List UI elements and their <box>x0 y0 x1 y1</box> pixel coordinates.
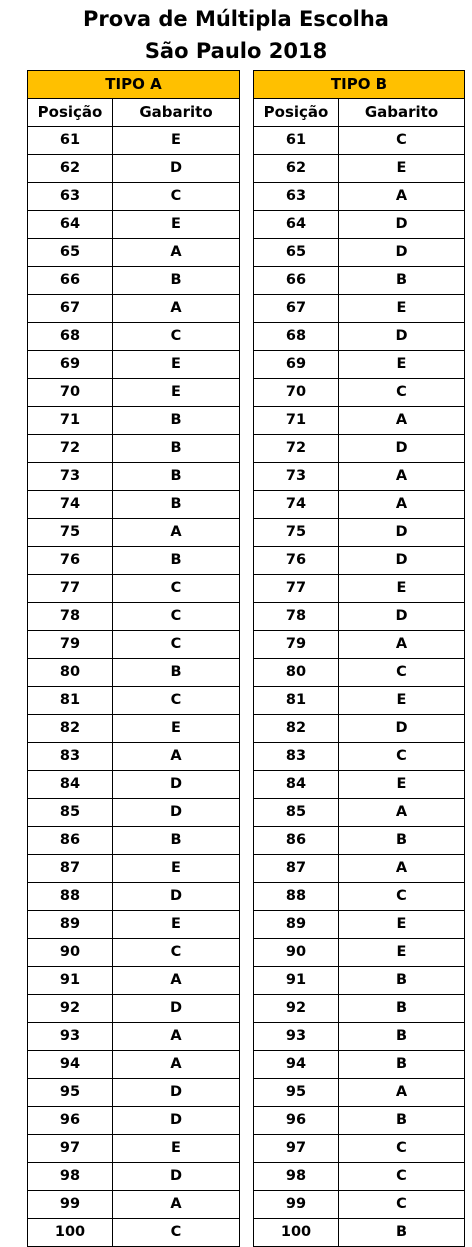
table-b-type-header: TIPO B <box>254 71 465 99</box>
table-row <box>254 1163 465 1191</box>
position-cell: 91 <box>254 967 339 995</box>
table-row <box>254 267 465 295</box>
position-cell: 79 <box>254 631 339 659</box>
position-cell: 93 <box>28 1023 113 1051</box>
position-cell: 82 <box>28 715 113 743</box>
answer-cell: B <box>339 1219 465 1247</box>
answer-cell: D <box>339 239 465 267</box>
table-row <box>28 911 240 939</box>
answer-cell: D <box>113 771 240 799</box>
table-row <box>28 995 240 1023</box>
answer-cell: E <box>113 379 240 407</box>
table-row <box>254 631 465 659</box>
answer-cell: E <box>339 687 465 715</box>
answer-cell: C <box>113 939 240 967</box>
answer-cell: C <box>113 687 240 715</box>
position-cell: 78 <box>28 603 113 631</box>
table-row <box>28 239 240 267</box>
answer-cell: A <box>339 463 465 491</box>
position-cell: 89 <box>28 911 113 939</box>
table-row <box>28 715 240 743</box>
answer-cell: A <box>113 519 240 547</box>
position-cell: 64 <box>28 211 113 239</box>
position-cell: 90 <box>254 939 339 967</box>
answer-cell: C <box>339 1135 465 1163</box>
position-cell: 65 <box>254 239 339 267</box>
answer-cell: E <box>113 715 240 743</box>
answer-cell: E <box>339 351 465 379</box>
table-row <box>254 827 465 855</box>
answer-cell: B <box>339 267 465 295</box>
table-row <box>28 379 240 407</box>
table-row <box>28 939 240 967</box>
answer-cell: D <box>339 715 465 743</box>
position-cell: 100 <box>28 1219 113 1247</box>
table-row <box>254 799 465 827</box>
answer-cell: B <box>113 547 240 575</box>
position-cell: 69 <box>28 351 113 379</box>
table-row <box>254 183 465 211</box>
answer-cell: D <box>339 603 465 631</box>
table-b-position-header: Posição <box>254 99 339 127</box>
answer-cell: B <box>113 463 240 491</box>
table-row <box>254 351 465 379</box>
position-cell: 97 <box>254 1135 339 1163</box>
answer-cell: D <box>113 799 240 827</box>
table-row <box>254 603 465 631</box>
table-row <box>254 211 465 239</box>
answer-cell: E <box>113 351 240 379</box>
position-cell: 71 <box>28 407 113 435</box>
table-row <box>28 1079 240 1107</box>
answer-cell: C <box>339 127 465 155</box>
answer-cell: E <box>339 155 465 183</box>
table-row <box>28 491 240 519</box>
position-cell: 67 <box>28 295 113 323</box>
answer-cell: B <box>113 267 240 295</box>
table-row <box>254 1135 465 1163</box>
table-a-body <box>28 127 240 1247</box>
position-cell: 74 <box>254 491 339 519</box>
position-cell: 89 <box>254 911 339 939</box>
position-cell: 87 <box>28 855 113 883</box>
answer-cell: A <box>113 1191 240 1219</box>
table-row <box>254 491 465 519</box>
table-row <box>28 267 240 295</box>
answer-cell: E <box>113 1135 240 1163</box>
answer-cell: A <box>339 631 465 659</box>
position-cell: 83 <box>28 743 113 771</box>
answer-cell: B <box>339 1107 465 1135</box>
table-row <box>254 995 465 1023</box>
answer-cell: B <box>339 1051 465 1079</box>
position-cell: 87 <box>254 855 339 883</box>
position-cell: 88 <box>254 883 339 911</box>
answer-cell: A <box>339 491 465 519</box>
table-row <box>254 407 465 435</box>
answer-cell: B <box>113 435 240 463</box>
answer-cell: E <box>339 771 465 799</box>
answer-cell: B <box>339 967 465 995</box>
position-cell: 92 <box>254 995 339 1023</box>
answer-cell: D <box>339 211 465 239</box>
table-row <box>28 967 240 995</box>
position-cell: 67 <box>254 295 339 323</box>
answer-cell: A <box>339 1079 465 1107</box>
position-cell: 74 <box>28 491 113 519</box>
table-row <box>28 323 240 351</box>
table-a-position-header: Posição <box>28 99 113 127</box>
table-row <box>254 967 465 995</box>
position-cell: 71 <box>254 407 339 435</box>
position-cell: 88 <box>28 883 113 911</box>
table-a-type-header: TIPO A <box>28 71 240 99</box>
table-row <box>254 127 465 155</box>
table-row <box>254 547 465 575</box>
answer-cell: A <box>113 743 240 771</box>
position-cell: 84 <box>28 771 113 799</box>
answer-key-table-b <box>253 70 465 1247</box>
table-row <box>254 379 465 407</box>
table-row <box>28 547 240 575</box>
table-row <box>28 155 240 183</box>
table-row <box>28 351 240 379</box>
answer-cell: B <box>113 491 240 519</box>
table-row <box>254 463 465 491</box>
answer-cell: C <box>339 1163 465 1191</box>
table-row <box>28 631 240 659</box>
position-cell: 61 <box>254 127 339 155</box>
position-cell: 66 <box>28 267 113 295</box>
table-row <box>28 575 240 603</box>
position-cell: 85 <box>28 799 113 827</box>
table-row <box>254 883 465 911</box>
answer-cell: E <box>113 855 240 883</box>
answer-key-table-a <box>27 70 240 1247</box>
answer-cell: E <box>113 211 240 239</box>
table-row <box>28 799 240 827</box>
answer-cell: A <box>339 183 465 211</box>
position-cell: 80 <box>254 659 339 687</box>
position-cell: 81 <box>28 687 113 715</box>
table-row <box>28 407 240 435</box>
table-row <box>28 1023 240 1051</box>
position-cell: 77 <box>254 575 339 603</box>
position-cell: 95 <box>28 1079 113 1107</box>
position-cell: 73 <box>28 463 113 491</box>
table-row <box>28 687 240 715</box>
position-cell: 69 <box>254 351 339 379</box>
answer-cell: D <box>113 995 240 1023</box>
position-cell: 91 <box>28 967 113 995</box>
table-row <box>28 1051 240 1079</box>
table-row <box>28 771 240 799</box>
table-row <box>28 827 240 855</box>
position-cell: 61 <box>28 127 113 155</box>
answer-cell: E <box>339 295 465 323</box>
table-row <box>28 211 240 239</box>
table-row <box>254 323 465 351</box>
table-row <box>254 659 465 687</box>
answer-cell: A <box>339 799 465 827</box>
table-row <box>28 1107 240 1135</box>
table-row <box>254 687 465 715</box>
position-cell: 76 <box>28 547 113 575</box>
table-row <box>254 519 465 547</box>
page-title: Prova de Múltipla Escolha <box>83 7 389 31</box>
position-cell: 90 <box>28 939 113 967</box>
table-row <box>254 435 465 463</box>
position-cell: 62 <box>254 155 339 183</box>
answer-cell: E <box>339 575 465 603</box>
answer-cell: D <box>113 1079 240 1107</box>
position-cell: 70 <box>254 379 339 407</box>
position-cell: 75 <box>28 519 113 547</box>
position-cell: 86 <box>254 827 339 855</box>
table-row <box>28 1191 240 1219</box>
position-cell: 78 <box>254 603 339 631</box>
table-row <box>28 743 240 771</box>
table-row <box>254 911 465 939</box>
position-cell: 96 <box>28 1107 113 1135</box>
answer-cell: A <box>113 1051 240 1079</box>
table-row <box>254 1191 465 1219</box>
answer-cell: B <box>339 827 465 855</box>
answer-cell: D <box>113 883 240 911</box>
table-row <box>28 183 240 211</box>
position-cell: 85 <box>254 799 339 827</box>
answer-cell: B <box>113 659 240 687</box>
table-row <box>28 127 240 155</box>
answer-cell: D <box>339 435 465 463</box>
answer-cell: D <box>113 1163 240 1191</box>
table-row <box>254 1051 465 1079</box>
table-row <box>254 715 465 743</box>
position-cell: 73 <box>254 463 339 491</box>
answer-cell: C <box>113 183 240 211</box>
position-cell: 82 <box>254 715 339 743</box>
position-cell: 62 <box>28 155 113 183</box>
position-cell: 94 <box>254 1051 339 1079</box>
position-cell: 81 <box>254 687 339 715</box>
answer-cell: C <box>339 743 465 771</box>
position-cell: 92 <box>28 995 113 1023</box>
answer-cell: E <box>113 911 240 939</box>
table-row <box>254 1023 465 1051</box>
answer-cell: B <box>339 1023 465 1051</box>
position-cell: 100 <box>254 1219 339 1247</box>
table-row <box>28 1163 240 1191</box>
answer-cell: B <box>339 995 465 1023</box>
position-cell: 66 <box>254 267 339 295</box>
table-row <box>254 855 465 883</box>
position-cell: 99 <box>254 1191 339 1219</box>
table-row <box>254 155 465 183</box>
answer-cell: C <box>113 323 240 351</box>
answer-cell: D <box>339 547 465 575</box>
table-row <box>28 435 240 463</box>
position-cell: 68 <box>28 323 113 351</box>
position-cell: 93 <box>254 1023 339 1051</box>
position-cell: 75 <box>254 519 339 547</box>
position-cell: 99 <box>28 1191 113 1219</box>
table-row <box>254 295 465 323</box>
answer-cell: C <box>113 603 240 631</box>
answer-cell: D <box>113 1107 240 1135</box>
table-row <box>28 295 240 323</box>
table-row <box>28 603 240 631</box>
position-cell: 64 <box>254 211 339 239</box>
table-row <box>28 1135 240 1163</box>
table-row <box>254 743 465 771</box>
answer-cell: E <box>113 127 240 155</box>
position-cell: 98 <box>28 1163 113 1191</box>
position-cell: 83 <box>254 743 339 771</box>
answer-cell: D <box>113 155 240 183</box>
answer-cell: C <box>339 379 465 407</box>
position-cell: 63 <box>254 183 339 211</box>
answer-cell: A <box>113 1023 240 1051</box>
answer-cell: A <box>339 855 465 883</box>
position-cell: 65 <box>28 239 113 267</box>
position-cell: 96 <box>254 1107 339 1135</box>
position-cell: 63 <box>28 183 113 211</box>
answer-cell: C <box>113 631 240 659</box>
table-a-answer-header: Gabarito <box>113 99 240 127</box>
position-cell: 79 <box>28 631 113 659</box>
answer-cell: C <box>113 575 240 603</box>
table-row <box>28 883 240 911</box>
answer-cell: C <box>339 883 465 911</box>
position-cell: 76 <box>254 547 339 575</box>
page-subtitle: São Paulo 2018 <box>144 39 328 63</box>
table-row <box>254 771 465 799</box>
position-cell: 86 <box>28 827 113 855</box>
table-row <box>28 659 240 687</box>
table-row <box>254 1079 465 1107</box>
position-cell: 77 <box>28 575 113 603</box>
answer-cell: A <box>113 239 240 267</box>
table-row <box>28 1219 240 1247</box>
answer-cell: C <box>113 1219 240 1247</box>
table-row <box>254 1107 465 1135</box>
answer-cell: C <box>339 659 465 687</box>
position-cell: 70 <box>28 379 113 407</box>
table-row <box>28 855 240 883</box>
table-row <box>28 519 240 547</box>
answer-cell: A <box>339 407 465 435</box>
table-row <box>28 463 240 491</box>
answer-cell: B <box>113 407 240 435</box>
answer-cell: D <box>339 519 465 547</box>
position-cell: 97 <box>28 1135 113 1163</box>
answer-cell: A <box>113 967 240 995</box>
table-row <box>254 239 465 267</box>
table-row <box>254 575 465 603</box>
position-cell: 68 <box>254 323 339 351</box>
answer-cell: C <box>339 1191 465 1219</box>
answer-cell: E <box>339 939 465 967</box>
answer-cell: B <box>113 827 240 855</box>
position-cell: 72 <box>254 435 339 463</box>
table-row <box>254 1219 465 1247</box>
position-cell: 72 <box>28 435 113 463</box>
table-row <box>254 939 465 967</box>
answer-cell: E <box>339 911 465 939</box>
table-b-body <box>254 127 465 1247</box>
table-b-answer-header: Gabarito <box>339 99 465 127</box>
answer-cell: D <box>339 323 465 351</box>
position-cell: 84 <box>254 771 339 799</box>
answer-cell: A <box>113 295 240 323</box>
position-cell: 98 <box>254 1163 339 1191</box>
position-cell: 94 <box>28 1051 113 1079</box>
position-cell: 80 <box>28 659 113 687</box>
position-cell: 95 <box>254 1079 339 1107</box>
